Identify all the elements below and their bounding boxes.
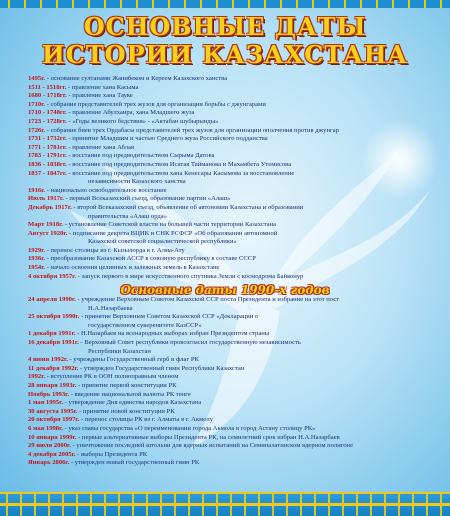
date-entry xyxy=(28,451,438,460)
date-entry xyxy=(28,230,438,239)
event-text: - восстание под предводительством хана Кенесары Касымова за восстановление xyxy=(66,169,295,177)
event-text: - подписание декрета ВЦИК и СНК РСФСР «Об образовании автономной xyxy=(67,229,278,237)
event-text: - принятие новой конституции РК xyxy=(77,407,175,415)
date-label: Январь 2006г. xyxy=(28,459,70,467)
date-entry xyxy=(28,75,438,84)
event-text: - собрание биев трех Ордабасы представителей трех жузов для организации ополчения против джунгар xyxy=(45,126,339,134)
date-entry xyxy=(28,187,438,196)
event-text: - перенос столицы из г. Кызылорда в г. Алма-Ату xyxy=(45,246,185,254)
date-entry xyxy=(28,348,438,357)
event-text: Казахской советской социалистической республики» xyxy=(88,238,237,246)
event-text: - первые альтернативные выборы Президента РК, на семилетний срок избран Н.А.Назарбаев xyxy=(76,433,340,441)
event-text: - принятие первой конституции РК xyxy=(76,381,177,389)
date-entry xyxy=(28,238,438,247)
event-text: государственном суверенитете КазССР» xyxy=(88,321,202,329)
date-label: 1680 - 1718гг. xyxy=(28,92,67,100)
event-text: - вступление РК в ООН полноправным членом xyxy=(45,373,179,381)
date-label: 1 мая 1995г. xyxy=(28,399,63,407)
date-label: 4 декабря 2005г. xyxy=(28,450,76,458)
date-label: 1511 - 1518гг. xyxy=(28,83,67,91)
date-entry xyxy=(28,118,438,127)
bottom-ornament-band xyxy=(0,492,450,516)
date-entry xyxy=(28,356,438,365)
date-label: 1837 - 1847гг. xyxy=(28,169,67,177)
date-label: 10 января 1999г. xyxy=(28,433,77,441)
date-entry xyxy=(28,434,438,443)
date-entry xyxy=(28,135,438,144)
event-text: - утвержден новый государственный гимн РК xyxy=(69,459,200,467)
title-line-1: ОСНОВНЫЕ ДАТЫ xyxy=(83,12,367,41)
date-entry xyxy=(28,255,438,264)
event-text: - основание султанами Жанибеком и Кереем Казахского ханства xyxy=(45,75,228,82)
event-text: - введение национальной валюты РК тенге xyxy=(69,390,191,398)
top-ornament-band xyxy=(0,0,450,8)
event-text: - правление Абулхаира, хана Младшего жуза xyxy=(66,109,195,117)
date-entry xyxy=(28,305,438,314)
date-label: 24 апреля 1990г. xyxy=(28,296,76,303)
event-text: - правление хана Тауке xyxy=(66,92,133,100)
date-entry xyxy=(28,221,438,230)
event-text: - восстание под предводительством Сырыма Датова xyxy=(66,152,215,160)
ornament-strip xyxy=(0,503,450,506)
event-text: - учреждение Верховным Советом Казахской ССР поста Президента и избрание на этот пост xyxy=(75,296,340,303)
date-label: 1836 - 1838гг. xyxy=(28,160,67,168)
date-label: 1936г. xyxy=(28,255,46,263)
date-entry xyxy=(28,373,438,382)
date-label: 1916г. xyxy=(28,186,46,194)
event-text: - запуск первого в мире искусственного спутника Земли с космодрома Байконур xyxy=(76,272,304,280)
event-text: - второй Всеказахский съезд, объявление об автономии Казахстана и образовании xyxy=(71,203,304,211)
event-text: - перенос столицы РК из г. Алматы в г. Акмолу xyxy=(79,416,214,424)
date-label: 29 июля 2000г. xyxy=(28,442,71,450)
date-label: 1783 - 1791гг. xyxy=(28,152,67,160)
event-text: - принятие Младшим и частью Среднего жуза Российского подданства xyxy=(66,135,268,143)
date-label: 16 декабря 1991г. xyxy=(28,338,79,346)
date-label: 1929г. xyxy=(28,246,46,254)
event-text: - преобразование Казахской АССР в союзную республику в составе СССР xyxy=(45,255,256,263)
date-label: 1495г. xyxy=(28,75,46,82)
dates-list-historic xyxy=(28,75,438,281)
date-entry xyxy=(28,416,438,425)
event-text: - «Годы великого бедствия» - «Актабан шубырынды» xyxy=(66,117,219,125)
date-label: 1954г. xyxy=(28,264,46,272)
title-line-2: ИСТОРИИ КАЗАХСТАНА xyxy=(42,40,408,69)
event-text: - восстание под предводительством Исатая Тайманова и Махамбета Утемисова xyxy=(66,160,292,168)
date-label: 4 июня 1992г. xyxy=(28,356,68,364)
date-entry xyxy=(28,109,438,118)
date-label: 4 октября 1957г. xyxy=(28,272,77,280)
date-label: 1726г. xyxy=(28,126,46,134)
date-entry xyxy=(28,425,438,434)
date-entry xyxy=(28,178,438,187)
date-entry xyxy=(28,195,438,204)
date-label: 25 октября 1990г. xyxy=(28,313,80,321)
date-entry xyxy=(28,365,438,374)
date-label: 1710г. xyxy=(28,100,46,108)
date-label: 1710 - 1748гг. xyxy=(28,109,67,117)
event-text: - уничтожение последней штольни для ядерных испытаний на Семипалатинском ядерном полигоне xyxy=(70,442,354,450)
date-entry xyxy=(28,313,438,322)
date-label: 1771 - 1781гг. xyxy=(28,143,67,151)
date-entry xyxy=(28,144,438,153)
event-text: - утверждение Дня единства народов Казахстана xyxy=(63,399,202,407)
event-text: - первый Всеказахский съезд, образование партии «Алаш» xyxy=(63,195,231,203)
date-label: 1 декабря 1991г. xyxy=(28,330,76,338)
date-entry xyxy=(28,204,438,213)
date-label: 6 мая 1998г. xyxy=(28,424,63,432)
event-text: - выборы Президента РК xyxy=(75,450,148,458)
date-entry xyxy=(28,84,438,93)
event-text: - Верховный Совет республики провозгласил государственную независимость xyxy=(78,338,301,346)
date-entry xyxy=(28,264,438,273)
date-entry xyxy=(28,247,438,256)
date-entry xyxy=(28,391,438,400)
event-text: независимости Казахского ханства xyxy=(88,178,186,186)
date-entry xyxy=(28,322,438,331)
event-text: - принятие Верховным Советом Казахской ССР «Декларации о xyxy=(79,313,259,321)
date-label: 28 января 1993г. xyxy=(28,381,77,389)
date-entry xyxy=(28,339,438,348)
date-entry xyxy=(28,382,438,391)
date-entry xyxy=(28,330,438,339)
date-entry xyxy=(28,213,438,222)
date-label: Ноябрь 1993г. xyxy=(28,390,70,398)
event-text: - указ главы государства «О переименовании города Акмола в город Астану столицу РК» xyxy=(63,424,316,432)
date-entry xyxy=(28,152,438,161)
dates-list-1990s xyxy=(28,296,438,468)
event-text: - учреждены Государственный герб и флаг РК xyxy=(67,356,199,364)
date-label: 11 декабря 1992г. xyxy=(28,364,79,372)
date-entry xyxy=(28,161,438,170)
date-entry xyxy=(28,92,438,101)
date-entry xyxy=(28,459,438,468)
section-subtitle-1990s: Основные даты 1990-х годов xyxy=(120,283,330,297)
date-label: 20 октября 1997г. xyxy=(28,416,80,424)
date-label: Июль 1917г. xyxy=(28,195,64,203)
date-entry xyxy=(28,399,438,408)
date-entry xyxy=(28,101,438,110)
date-entry xyxy=(28,296,438,305)
date-label: Март 1918г. xyxy=(28,221,64,229)
date-entry xyxy=(28,170,438,179)
event-text: - национально освободительное восстание xyxy=(45,186,167,194)
date-label: 1992г. xyxy=(28,373,46,381)
event-text: - утвержден Государственный гимн Республики Казахстан xyxy=(78,364,245,372)
date-label: 1731 - 1732гг. xyxy=(28,135,67,143)
event-text: - начало освоения целинных и залежных земель в Казахстане xyxy=(45,264,220,272)
date-label: Август 1920г. xyxy=(28,229,68,237)
event-text: правительства «Алаш орда» xyxy=(88,212,167,220)
date-label: Декабрь 1917г. xyxy=(28,203,72,211)
event-text: - установление Советской власти на большей части территории Казахстана xyxy=(63,221,277,229)
event-text: - собрание представителей трех жузов для организации борьбы с джунгарами xyxy=(45,100,266,108)
event-text: Н.А.Назарбаева xyxy=(88,304,133,312)
event-text: - правление хана Аблая xyxy=(66,143,134,151)
date-entry xyxy=(28,127,438,136)
event-text: - Н.Назарбаев на всенародных выборах избран Президентом страны xyxy=(75,330,270,338)
date-entry xyxy=(28,442,438,451)
date-label: 1723 - 1728гг. xyxy=(28,117,67,125)
date-entry xyxy=(28,408,438,417)
date-label: 30 августа 1995г. xyxy=(28,407,78,415)
date-entry xyxy=(28,273,438,282)
event-text: Республики Казахстан xyxy=(88,347,151,355)
event-text: - правление хана Касыма xyxy=(66,83,139,91)
